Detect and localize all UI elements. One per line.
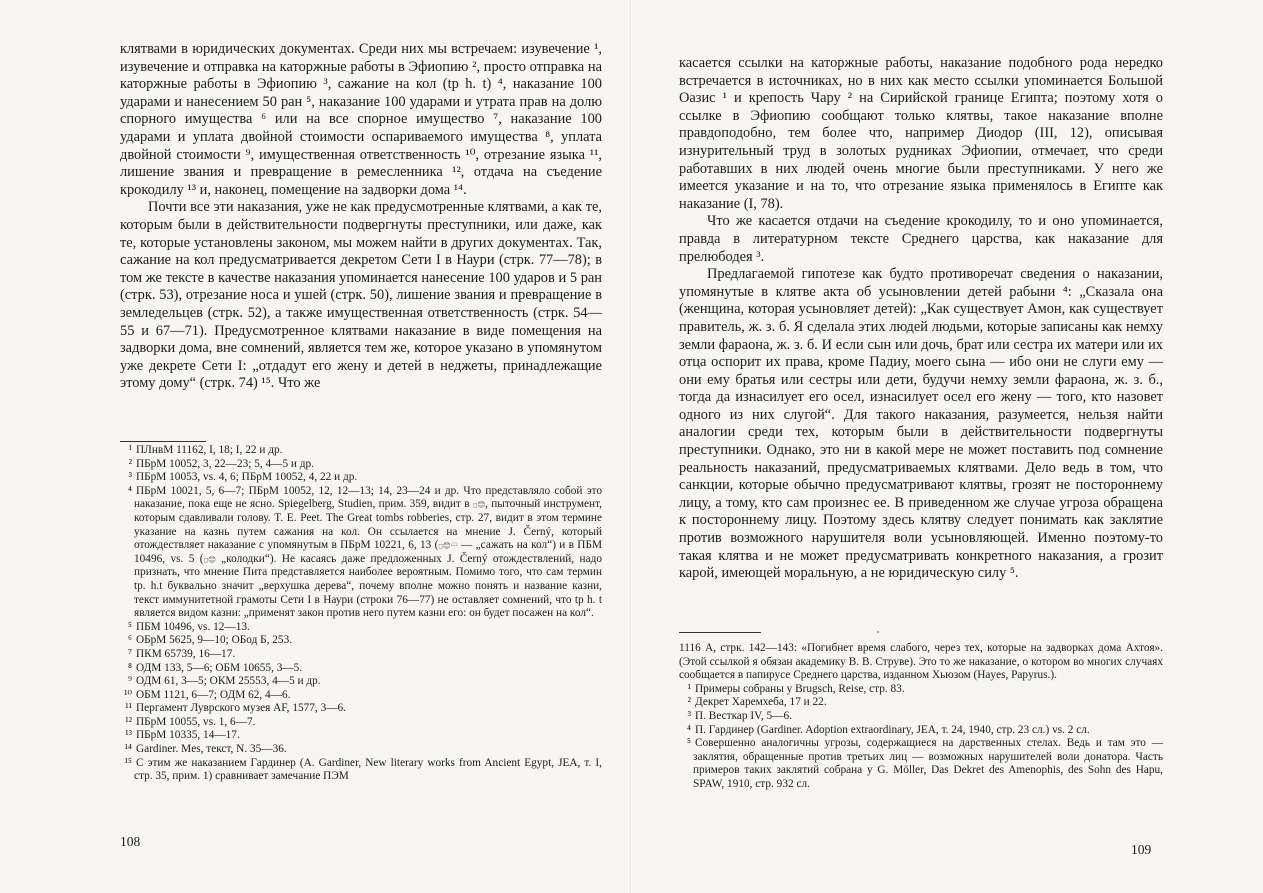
left-page [0, 0, 631, 893]
left-footnotes [120, 444, 602, 784]
right-footnote-1: ¹ Примеры собраны у Brugsch, Reise, стр. 83. [687, 682, 905, 695]
right-body-text [679, 55, 1163, 583]
left-body-text [120, 41, 602, 393]
right-footnote-5: ⁵ Совершенно аналогичны угрозы, содержащиеся на дарственных стелах. Ведь и там это — заклятия, обращенные против третьих лиц — возможных нарушителей воли донатора. Часть примеров таких заклятий собрана у G. Möller, Das Dekret des Amenophis, des Sohn des Hapu, SPAW, 1910, стр. 932 сл. [687, 737, 1163, 790]
left-footnote-12: ¹² ПБрМ 10055, vs. 1, 6—7. [125, 715, 256, 728]
left-footnote-1: ¹ ПЛнвМ 11162, I, 18; I, 22 и др. [128, 444, 283, 456]
right-footnote-3: ³ П. Весткар IV, 5—6. [687, 709, 792, 722]
right-page [631, 0, 1263, 893]
right-footnote-rule [679, 632, 761, 633]
left-footnote-8: ⁸ ОДМ 133, 5—6; ОБМ 10655, 3—5. [128, 661, 303, 674]
left-footnote-9: ⁹ ОДМ 61, 3—5; ОКМ 25553, 4—5 и др. [128, 675, 321, 688]
left-footnote-5: ⁵ ПБМ 10496, vs. 12—13. [128, 620, 250, 633]
right-paragraph-3: Предлагаемой гипотезе как будто противоречат сведения о наказании, упомянутые в клятве акта об усыновлении детей рабыни ⁴: „Сказала она (женщина, которая усыновляет детей): „Как существует Амон, как существует правитель, ж. з. б. Я сделала этих людей людьми, которые записаны как немху земли фараона, ж. з. б. И если сын или дочь, брат или сестра их матери или их отца оспорит их права, кроме Падиу, моего сына — ибо они не слуги ему — они ему братья или сестры или дети, будучи немху земли фараона, ж. з. б., тогда да изнасилует его осел, изнасилует осел его жену — того, кто назовет одного из них слугой“. Для такого наказания, разумеется, нельзя найти аналогии среди тех, которым были в действительности подвергнуты преступники. Однако, это ни в какой мере не может поставить под сомнение реальность наказаний, предусматриваемых клятвами. Дело ведь в том, что санкции, которые обычно предусматривают клятвы, грозят не постороннему лицу, а тому, кто сам произнес ее. В приведенном же случае угроза обращена к постороннему лицу. Поэтому здесь клятву следует понимать как заклятие против возможного нарушителя воли усыновляющей. Именно поэтому-то такая клятва и не может предусматривать конкретного наказания, а грозит карой, имеющей моральную, а не юридическую силу ⁵. [679, 266, 1163, 582]
left-page-number: 108 [120, 834, 141, 849]
left-footnote-3: ³ ПБрМ 10053, vs. 4, 6; ПБрМ 10052, 4, 22 и др. [128, 471, 358, 484]
right-page-number: 109 [1131, 842, 1152, 857]
right-footnote-4: ⁴ П. Гардинер (Gardiner. Adoption extraordinary, JEA, т. 24, 1940, стр. 23 сл.) vs. 2 сл. [687, 723, 1090, 736]
left-footnote-10: ¹⁰ ОБМ 1121, 6—7; ОДМ 62, 4—6. [124, 688, 291, 701]
right-footnote-2: ² Декрет Харемхеба, 17 и 22. [687, 696, 827, 709]
left-footnote-rule [120, 441, 206, 442]
left-paragraph-2: Почти все эти наказания, уже не как предусмотренные клятвами, а как те, которым были в действительности подвергнуты преступники, или даже, как те, которые установлены законом, мы можем найти в других документах. Так, сажание на кол предусматривается декретом Сети I в Наури (стрк. 77—78); в том же тексте в качестве наказания упоминается нанесение 100 ударов и 5 ран (стрк. 53), отрезание носа и ушей (стрк. 50), лишение звания и превращение в земледельцев (стрк. 52), а также имущественная ответственность (стрк. 54—55 и 67—71). Предусмотренное клятвами наказание в виде помещения на задворки дома, вне сомнений, является тем же, которое указано в упомянутом уже декрете Сети I: „отдадут его жену и детей в неджеты, принадлежащие этому дому“ (стрк. 74) ¹⁵. Что же [120, 199, 602, 392]
right-footnote-continuation: 1116 А, стрк. 142—143: «Погибнет время слабого, через тех, которые на задворках дома Ахтоя». (Этой ссылкой я обязан академику В. В. Струве). Это то же наказание, о котором во многих случаях сообщается в папирусе Среднего царства, изданном Хьюзом (Hayes, Papyrus.). [679, 642, 1163, 682]
left-footnote-14: ¹⁴ Gardiner. Mes, текст, N. 35—36. [124, 743, 287, 756]
right-paragraph-2: Что же касается отдачи на съедение крокодилу, то и оно упоминается, правда в литературном тексте Среднего царства, как наказание для прелюбодея ³. [679, 213, 1163, 265]
left-paragraph-1: клятвами в юридических документах. Среди них мы встречаем: изувечение ¹, изувечение и отправка на каторжные работы в Эфиопию ², просто отправка на каторжные работы в Эфиопию ³, сажание на кол (tp h. t) ⁴, наказание 100 ударами и нанесением 50 ран ⁵, наказание 100 ударами и утрата прав на долю спорного имущества ⁶ или на все спорное имущество ⁷, наказание 100 ударами и уплата двойной стоимости оспариваемого имущества ⁸, уплата двойной стоимости ⁹, имущественная ответственность ¹⁰, отрезание языка ¹¹, лишение звания и превращение в ремесленника ¹², отдача на съедение крокодилу ¹³ и, наконец, помещение на задворки дома ¹⁴. [120, 41, 602, 198]
left-footnote-15: ¹⁵ С этим же наказанием Гардинер (A. Gardiner, New literary works from Ancient Egypt, JEA, т. I, стр. 35, прим. 1) сравнивает замечание ПЭМ [124, 756, 602, 783]
left-footnote-6: ⁶ ОБрМ 5625, 9—10; ОБод Б, 253. [128, 634, 293, 647]
left-footnote-2: ² ПБрМ 10052, 3, 22—23; 5, 4—5 и др. [128, 457, 315, 470]
left-footnote-13: ¹³ ПБрМ 10335, 14—17. [125, 729, 240, 742]
right-footnotes [679, 642, 1163, 792]
left-footnote-11: ¹¹ Пергамент Луврского музея AF, 1577, 3—6. [125, 702, 346, 715]
left-footnote-7: ⁷ ПКМ 65739, 16—17. [128, 647, 236, 660]
left-footnote-4: ⁴ ПБрМ 10021, 5, 6—7; ПБрМ 10052, 12, 12—13; 14, 23—24 и др. Что представляло собой это наказание, пока еще не ясно. Spiegelberg, Studien, прим. 359, видит в 𓊪𓐍, пыточный инструмент, которым сдавливали голову. T. E. Peet. The Great tombs robberies, стр. 27, видит в этом термине указание на казнь путем сажания на кол. Он ссылается на мнение J. Černý, который отождествляет наказание с упомянутым в ПБрМ 10221, 6, 13 (𓊪𓐍𓏏 — „сажать на кол“) и в ПБМ 10496, vs. 5 (𓊪𓐍 „колодки“). Не касаясь даже предложенных J. Černý отождествлений, надо признать, что мнение Пита представляется наиболее вероятным. Помимо того, что сам термин tp. h.t буквально значит „верхушка дерева“, почему вполне можно понять и название казни, текст иммунитетной грамоты Сети I в Наури (строки 76—77) не оставляет сомнений, что tp h. t является видом казни: „применят закон против него путем казни его: он будет посажен на кол“. [128, 484, 602, 620]
stray-dot [877, 631, 879, 633]
right-paragraph-1: касается ссылки на каторжные работы, наказание подобного рода нередко встречается в источниках, но в них как место ссылки упоминается Большой Оазис ¹ и крепость Чару ² на Сирийской границе Египта; поэтому хотя о ссылке в Эфиопию сообщают только клятвы, такое наказание вполне правдоподобно, тем более что, например Диодор (III, 12), описывая изнурительный труд в золотых рудниках Эфиопии, отмечает, что среди работавших в них людей очень многие были преступниками. У него же имеется указание и на то, что отрезание языка применялось в Египте как наказание (I, 78). [679, 55, 1163, 212]
